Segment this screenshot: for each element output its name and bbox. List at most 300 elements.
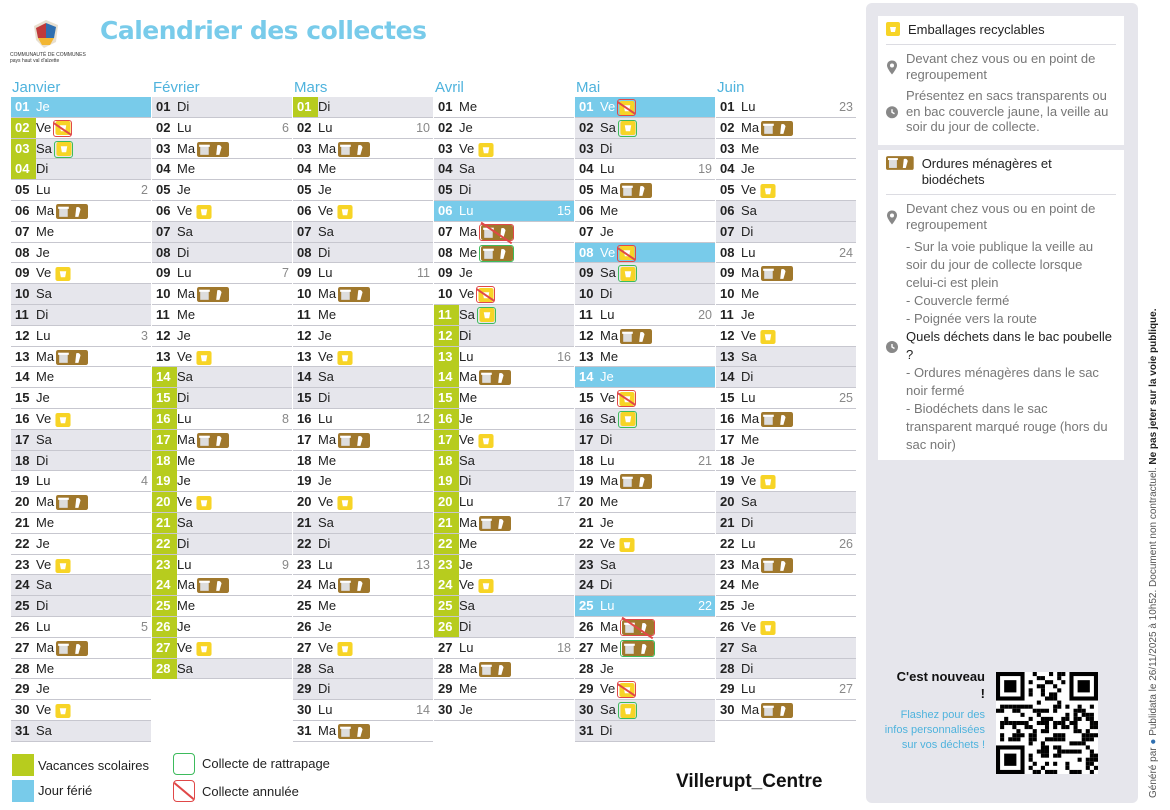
- week-number: 3: [141, 328, 148, 343]
- day-row: [152, 367, 292, 388]
- clock-icon: [886, 90, 898, 135]
- weekday: Sa: [36, 286, 52, 302]
- weekday: Je: [600, 369, 614, 385]
- weekday: Sa: [36, 577, 52, 593]
- day-number: 21: [720, 514, 735, 530]
- week-number: 16: [557, 349, 571, 364]
- day-row: [575, 471, 715, 492]
- day-number: 27: [579, 639, 594, 655]
- weekday: Di: [741, 660, 754, 676]
- day-row: [434, 451, 574, 472]
- day-number: 08: [156, 244, 171, 260]
- day-row: [716, 471, 856, 492]
- day-number: 24: [579, 577, 594, 593]
- month-0: [11, 78, 151, 742]
- recyclable-packaging-icon: [478, 310, 495, 325]
- day-number: 28: [15, 660, 30, 676]
- catchup-collection: [54, 141, 73, 158]
- day-number: 30: [297, 702, 312, 718]
- household-waste-bin-icon: [336, 286, 370, 301]
- generated-date: le 26/11/2025 à 10h52. Document non contractuel.: [1148, 467, 1159, 692]
- day-row: [575, 243, 715, 264]
- household-waste-bin-icon: [480, 227, 513, 242]
- day-row: [716, 367, 856, 388]
- day-number: 28: [152, 659, 177, 679]
- cancelled-collection: [479, 224, 514, 241]
- location-pin-icon: [886, 53, 898, 82]
- day-number: 22: [720, 535, 735, 551]
- clock-icon: [886, 240, 898, 454]
- day-row: [575, 388, 715, 409]
- weekday: Di: [741, 514, 754, 530]
- weekday: Lu: [600, 598, 615, 614]
- household-waste-bin-icon: [195, 141, 229, 156]
- day-row: [152, 139, 292, 160]
- day-number: 01: [438, 99, 453, 114]
- day-row: [293, 222, 433, 243]
- day-row: [11, 409, 151, 430]
- recyclable-packaging-icon: [618, 684, 635, 699]
- day-row: [716, 555, 856, 576]
- legend-catchup-label: Collecte de rattrapage: [202, 756, 330, 771]
- weekday: Me: [318, 452, 337, 468]
- weekday: Lu: [741, 681, 756, 697]
- day-row: [434, 326, 574, 347]
- legend-cancelled-swatch: [173, 780, 195, 802]
- day-number: 19: [152, 471, 177, 491]
- weekday: Ve: [177, 202, 193, 218]
- weekday: Ve: [459, 577, 475, 593]
- day-number: 03: [11, 139, 36, 159]
- ordures-card: [878, 150, 1124, 460]
- weekday: Di: [741, 369, 754, 385]
- day-row: [575, 139, 715, 160]
- weekday: Sa: [318, 660, 334, 676]
- recyclable-packaging-icon: [333, 203, 353, 218]
- weekday: Sa: [177, 514, 193, 530]
- cancelled-collection: [617, 681, 636, 698]
- publidata-brand: Publidata: [1148, 694, 1159, 736]
- weekday: Lu: [459, 202, 474, 218]
- weekday: Me: [318, 306, 337, 322]
- day-row: [293, 679, 433, 700]
- week-number: 14: [416, 703, 430, 718]
- day-number: 24: [15, 577, 30, 593]
- new-feature-description: Flashez pour des infos personnalisées sur vos déchets !: [884, 709, 985, 751]
- day-number: 17: [152, 430, 177, 450]
- day-number: 09: [579, 265, 594, 281]
- weekday: Ma: [318, 431, 337, 447]
- day-number: 05: [720, 182, 735, 198]
- weekday: Di: [177, 99, 190, 114]
- weekday: Di: [600, 431, 613, 447]
- day-number: 06: [438, 202, 453, 218]
- cancelled-collection: [617, 245, 636, 262]
- weekday: Di: [177, 244, 190, 260]
- day-number: 05: [579, 182, 594, 198]
- day-row: [11, 451, 151, 472]
- weekday: Ma: [741, 702, 760, 718]
- household-waste-bin-icon: [195, 577, 229, 592]
- household-waste-bin-icon: [195, 432, 229, 447]
- weekday: Ma: [36, 494, 55, 510]
- day-number: 24: [152, 575, 177, 595]
- household-waste-bin-icon: [759, 557, 793, 572]
- catchup-collection: [618, 265, 637, 282]
- day-row: [11, 430, 151, 451]
- day-row: [11, 700, 151, 721]
- day-row: [575, 263, 715, 284]
- recyclable-packaging-icon: [192, 349, 212, 364]
- weekday: Ma: [177, 286, 196, 302]
- day-row: [434, 513, 574, 534]
- day-row: [11, 555, 151, 576]
- weekday: Je: [36, 99, 50, 114]
- weekday: Di: [741, 223, 754, 239]
- week-number: 10: [416, 120, 430, 135]
- month-5: [716, 78, 856, 721]
- community-logo: [10, 14, 90, 70]
- day-number: 29: [579, 681, 594, 697]
- day-number: 25: [297, 598, 312, 614]
- weekday: Ve: [600, 535, 616, 551]
- recyclable-packaging-icon: [756, 182, 776, 197]
- day-row: [716, 409, 856, 430]
- day-number: 13: [579, 348, 594, 364]
- day-row: [293, 638, 433, 659]
- ordures-where: Devant chez vous ou en point de regroupement: [906, 201, 1096, 232]
- day-number: 19: [720, 473, 735, 489]
- day-row: [575, 430, 715, 451]
- weekday: Ve: [741, 473, 757, 489]
- day-row: [11, 326, 151, 347]
- weekday: Di: [36, 306, 49, 322]
- weekday: Di: [459, 618, 472, 634]
- day-row: [293, 555, 433, 576]
- day-number: 05: [15, 182, 30, 198]
- week-number: 24: [839, 245, 853, 260]
- ordures-title: Ordures ménagères et biodéchets: [921, 156, 1052, 187]
- day-row: [293, 471, 433, 492]
- weekday: Sa: [600, 119, 616, 135]
- day-row: [716, 492, 856, 513]
- day-row: [293, 201, 433, 222]
- day-number: 20: [297, 494, 312, 510]
- weekday: Me: [600, 494, 619, 510]
- weekday: Je: [36, 390, 50, 406]
- day-row: [434, 492, 574, 513]
- day-row: [434, 243, 574, 264]
- weekday: Ma: [600, 182, 619, 198]
- day-row: [716, 243, 856, 264]
- week-number: 2: [141, 183, 148, 198]
- day-row: [11, 118, 151, 139]
- day-number: 08: [297, 244, 312, 260]
- catchup-collection: [618, 702, 637, 719]
- day-number: 02: [297, 119, 312, 135]
- no-littering-notice: Ne pas jeter sur la voie publique.: [1148, 308, 1159, 465]
- cancelled-collection: [617, 390, 636, 407]
- recyclables-when: Présentez en sacs transparents ou en bac couvercle jaune, la veille au soir du jour de collecte.: [906, 88, 1109, 134]
- weekday: Me: [318, 161, 337, 177]
- household-waste-bin-icon: [759, 120, 793, 135]
- day-row: [575, 326, 715, 347]
- weekday: Ve: [741, 618, 757, 634]
- weekday: Ma: [600, 618, 619, 634]
- weekday: Je: [741, 306, 755, 322]
- weekday: Me: [36, 514, 55, 530]
- weekday: Ma: [318, 722, 337, 738]
- day-number: 28: [579, 660, 594, 676]
- weekday: Ma: [318, 140, 337, 156]
- day-number: 08: [15, 244, 30, 260]
- day-row: [575, 222, 715, 243]
- day-row: [152, 471, 292, 492]
- day-number: 23: [15, 556, 30, 572]
- household-waste-bin-icon: [759, 265, 793, 280]
- weekday: Je: [741, 598, 755, 614]
- day-number: 25: [579, 598, 594, 614]
- day-row: [434, 159, 574, 180]
- day-row: [293, 575, 433, 596]
- day-number: 14: [15, 369, 30, 385]
- day-number: 22: [297, 535, 312, 551]
- day-number: 04: [156, 161, 171, 177]
- weekday: Me: [177, 598, 196, 614]
- recyclable-packaging-icon: [756, 619, 776, 634]
- day-number: 21: [297, 514, 312, 530]
- week-number: 27: [839, 682, 853, 697]
- weekday: Ve: [459, 431, 475, 447]
- weekday: Di: [600, 577, 613, 593]
- week-number: 18: [557, 640, 571, 655]
- day-row: [11, 347, 151, 368]
- day-number: 30: [720, 702, 735, 718]
- weekday: Ma: [741, 410, 760, 426]
- weekday: Lu: [600, 452, 615, 468]
- day-number: 13: [434, 347, 459, 367]
- household-waste-bin-icon: [195, 286, 229, 301]
- weekday: Lu: [177, 265, 192, 281]
- weekday: Je: [318, 473, 332, 489]
- day-number: 19: [297, 473, 312, 489]
- recyclable-packaging-icon: [619, 414, 636, 429]
- day-number: 15: [720, 390, 735, 406]
- day-number: 08: [720, 244, 735, 260]
- day-number: 10: [579, 286, 594, 302]
- recyclable-packaging-icon: [54, 123, 71, 138]
- day-number: 15: [297, 390, 312, 406]
- weekday: Lu: [741, 244, 756, 260]
- day-number: 31: [297, 722, 312, 738]
- month-name: Juin: [717, 79, 745, 96]
- day-row: [11, 388, 151, 409]
- day-number: 07: [438, 223, 453, 239]
- weekday: Je: [177, 618, 191, 634]
- logo-icon: [30, 16, 62, 50]
- day-number: 06: [579, 202, 594, 218]
- day-row: [293, 139, 433, 160]
- day-number: 11: [297, 306, 311, 322]
- weekday: Je: [318, 618, 332, 634]
- day-row: [152, 409, 292, 430]
- day-row: [11, 243, 151, 264]
- day-row: [434, 617, 574, 638]
- weekday: Lu: [741, 390, 756, 406]
- day-row: [575, 534, 715, 555]
- day-number: 21: [15, 514, 30, 530]
- day-number: 14: [720, 369, 735, 385]
- recyclable-packaging-icon: [333, 640, 353, 655]
- month-name: Mars: [294, 79, 328, 96]
- weekday: Sa: [36, 431, 52, 447]
- month-name: Avril: [435, 79, 464, 96]
- day-row: [716, 118, 856, 139]
- day-number: 18: [720, 452, 735, 468]
- day-number: 24: [297, 577, 312, 593]
- weekday: Di: [318, 535, 331, 551]
- day-row: [11, 222, 151, 243]
- day-row: [152, 180, 292, 201]
- weekday: Ma: [36, 639, 55, 655]
- day-number: 03: [156, 140, 171, 156]
- recyclable-packaging-icon: [51, 557, 71, 572]
- day-number: 27: [720, 639, 735, 655]
- weekday: Me: [177, 161, 196, 177]
- day-row: [716, 388, 856, 409]
- day-number: 30: [579, 702, 594, 718]
- weekday: Me: [600, 639, 619, 655]
- weekday: Je: [459, 702, 473, 718]
- day-number: 03: [720, 140, 735, 156]
- weekday: Je: [177, 327, 191, 343]
- weekday: Ma: [741, 119, 760, 135]
- day-row: [11, 721, 151, 742]
- week-number: 8: [282, 411, 289, 426]
- day-number: 22: [152, 534, 177, 554]
- weekday: Lu: [318, 119, 333, 135]
- day-number: 05: [297, 182, 312, 198]
- day-row: [293, 367, 433, 388]
- day-row: [11, 159, 151, 180]
- week-number: 23: [839, 100, 853, 114]
- day-row: [152, 513, 292, 534]
- day-row: [434, 555, 574, 576]
- catchup-collection: [479, 245, 514, 262]
- day-row: [152, 617, 292, 638]
- day-number: 25: [434, 596, 459, 616]
- weekday: Me: [36, 660, 55, 676]
- weekday: Di: [600, 286, 613, 302]
- weekday: Di: [177, 535, 190, 551]
- day-row: [434, 679, 574, 700]
- weekday: Sa: [318, 514, 334, 530]
- day-number: 31: [15, 722, 30, 738]
- ordures-lid: - Couvercle fermé: [906, 293, 1010, 308]
- weekday: Sa: [177, 223, 193, 239]
- legend-holiday-swatch: [12, 780, 34, 802]
- catchup-collection: [618, 120, 637, 137]
- ordures-biowaste: - Biodéchets dans le sac transparent marqué rouge (hors du sac noir): [906, 401, 1108, 452]
- weekday: Ve: [459, 286, 475, 302]
- weekday: Di: [318, 390, 331, 406]
- household-waste-bin-icon: [477, 369, 511, 384]
- weekday: Me: [177, 306, 196, 322]
- day-row: [152, 326, 292, 347]
- day-number: 29: [15, 681, 30, 697]
- day-number: 07: [579, 223, 594, 239]
- day-row: [11, 139, 151, 160]
- day-number: 02: [438, 119, 453, 135]
- day-number: 26: [297, 618, 312, 634]
- day-number: 09: [15, 265, 30, 281]
- day-number: 07: [297, 223, 312, 239]
- day-row: [716, 139, 856, 160]
- day-row: [11, 492, 151, 513]
- day-row: [575, 367, 715, 388]
- day-row: [716, 534, 856, 555]
- month-2: [293, 78, 433, 742]
- recyclable-packaging-icon: [619, 123, 636, 138]
- week-number: 7: [282, 266, 289, 281]
- qr-code[interactable]: [996, 672, 1098, 774]
- weekday: Ve: [600, 244, 616, 260]
- legend-holiday-label: Jour férié: [38, 783, 93, 798]
- day-number: 04: [438, 161, 453, 177]
- recyclable-packaging-icon: [618, 393, 635, 408]
- weekday: Di: [36, 161, 49, 177]
- day-row: [293, 118, 433, 139]
- day-row: [152, 388, 292, 409]
- day-row: [11, 367, 151, 388]
- catchup-collection: [618, 411, 637, 428]
- month-4: [575, 78, 715, 742]
- day-row: [575, 347, 715, 368]
- weekday: Me: [459, 99, 478, 114]
- recyclables-title: Emballages recyclables: [908, 22, 1045, 37]
- weekday: Di: [600, 140, 613, 156]
- day-row: [716, 326, 856, 347]
- day-row: [11, 617, 151, 638]
- day-number: 01: [579, 99, 594, 114]
- recyclable-packaging-icon: [756, 328, 776, 343]
- day-row: [716, 201, 856, 222]
- weekday: Ve: [177, 639, 193, 655]
- day-number: 27: [15, 639, 30, 655]
- day-number: 29: [297, 681, 312, 697]
- day-row: [293, 305, 433, 326]
- day-row: [434, 638, 574, 659]
- weekday: Sa: [459, 306, 475, 322]
- day-row: [716, 263, 856, 284]
- weekday: Sa: [36, 140, 52, 156]
- day-row: [152, 159, 292, 180]
- day-number: 14: [297, 369, 312, 385]
- day-number: 11: [15, 306, 29, 322]
- weekday: Di: [459, 327, 472, 343]
- commune-name: Villerupt_Centre: [676, 771, 823, 792]
- recyclable-packaging-icon: [615, 536, 635, 551]
- day-number: 10: [15, 286, 30, 302]
- weekday: Sa: [600, 556, 616, 572]
- day-number: 14: [152, 367, 177, 387]
- weekday: Di: [177, 390, 190, 406]
- day-row: [152, 430, 292, 451]
- day-row: [11, 97, 151, 118]
- weekday: Lu: [318, 265, 333, 281]
- weekday: Je: [318, 182, 332, 198]
- day-row: [575, 555, 715, 576]
